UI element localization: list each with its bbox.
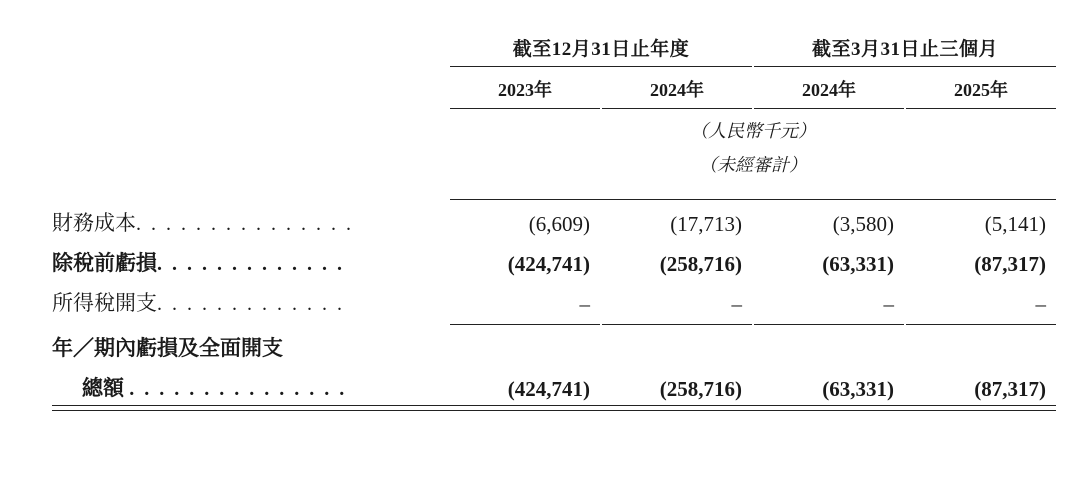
row-leader-dots: . . . . . . . . . . . . .	[157, 252, 345, 275]
column-header-2024-quarter: 2024年	[754, 76, 904, 109]
table-row	[52, 325, 1056, 365]
spacer-row	[52, 67, 1056, 77]
column-header-row	[52, 76, 1056, 109]
row-label-finance-cost	[52, 200, 450, 240]
cell-value	[602, 325, 752, 365]
row-leader-dots: . . . . . . . . . . . . . . .	[129, 377, 347, 400]
group-header-annual: 截至12月31日止年度	[450, 34, 752, 67]
cell-value: (17,713)	[602, 200, 752, 240]
cell-value: (87,317)	[974, 251, 1047, 276]
cell-value: (424,741)	[507, 376, 590, 401]
cell-value: (424,741)	[507, 251, 590, 276]
column-header-spacer	[52, 76, 450, 109]
row-label-text: 財務成本	[52, 210, 136, 235]
table-row	[52, 280, 1056, 320]
cell-value: (6,609)	[450, 200, 600, 240]
cell-value: (258,716)	[659, 251, 743, 276]
row-label-income-tax	[52, 280, 450, 320]
row-leader-dots: . . . . . . . . . . . . .	[157, 292, 345, 315]
cell-value: (5,141)	[906, 200, 1056, 240]
column-header-2024-annual: 2024年	[602, 76, 752, 109]
cell-value: –	[1035, 291, 1047, 316]
row-label-text: 總額	[82, 375, 124, 400]
table-row	[52, 200, 1056, 240]
row-label-total-loss-line1	[52, 325, 450, 365]
financial-statement-page	[0, 34, 1080, 485]
cell-value: –	[579, 291, 590, 316]
group-header-spacer	[52, 34, 450, 67]
cell-value: (87,317)	[974, 376, 1047, 401]
group-header-quarter: 截至3月31日止三個月	[754, 34, 1056, 67]
row-label-text: 除稅前虧損	[52, 250, 157, 275]
audit-note-row	[52, 143, 1056, 177]
row-label-total	[52, 365, 450, 406]
row-label-text: 所得稅開支	[52, 290, 157, 315]
cell-value	[754, 325, 904, 365]
table-row	[52, 240, 1056, 280]
cell-value: –	[883, 291, 895, 316]
row-label-text: 年／期內虧損及全面開支	[52, 335, 283, 360]
group-header-row	[52, 34, 1056, 67]
row-label-loss-before-tax	[52, 240, 450, 280]
cell-value: (3,580)	[754, 200, 904, 240]
column-header-2025-quarter: 2025年	[906, 76, 1056, 109]
cell-value: (63,331)	[822, 376, 895, 401]
cell-value	[450, 325, 600, 365]
cell-value: (63,331)	[822, 251, 895, 276]
total-double-rule-row	[52, 405, 1056, 410]
cell-value: –	[731, 291, 743, 316]
cell-value	[906, 325, 1056, 365]
spacer-row	[52, 177, 1056, 200]
unit-note: （人民幣千元）	[690, 121, 817, 141]
audit-note: （未經審計）	[699, 155, 808, 175]
unit-note-row	[52, 109, 1056, 144]
column-header-2023-annual: 2023年	[450, 76, 600, 109]
row-leader-dots: . . . . . . . . . . . . . . .	[136, 212, 354, 235]
cell-value: (258,716)	[659, 376, 743, 401]
table-row	[52, 365, 1056, 406]
financial-table	[52, 34, 1056, 411]
